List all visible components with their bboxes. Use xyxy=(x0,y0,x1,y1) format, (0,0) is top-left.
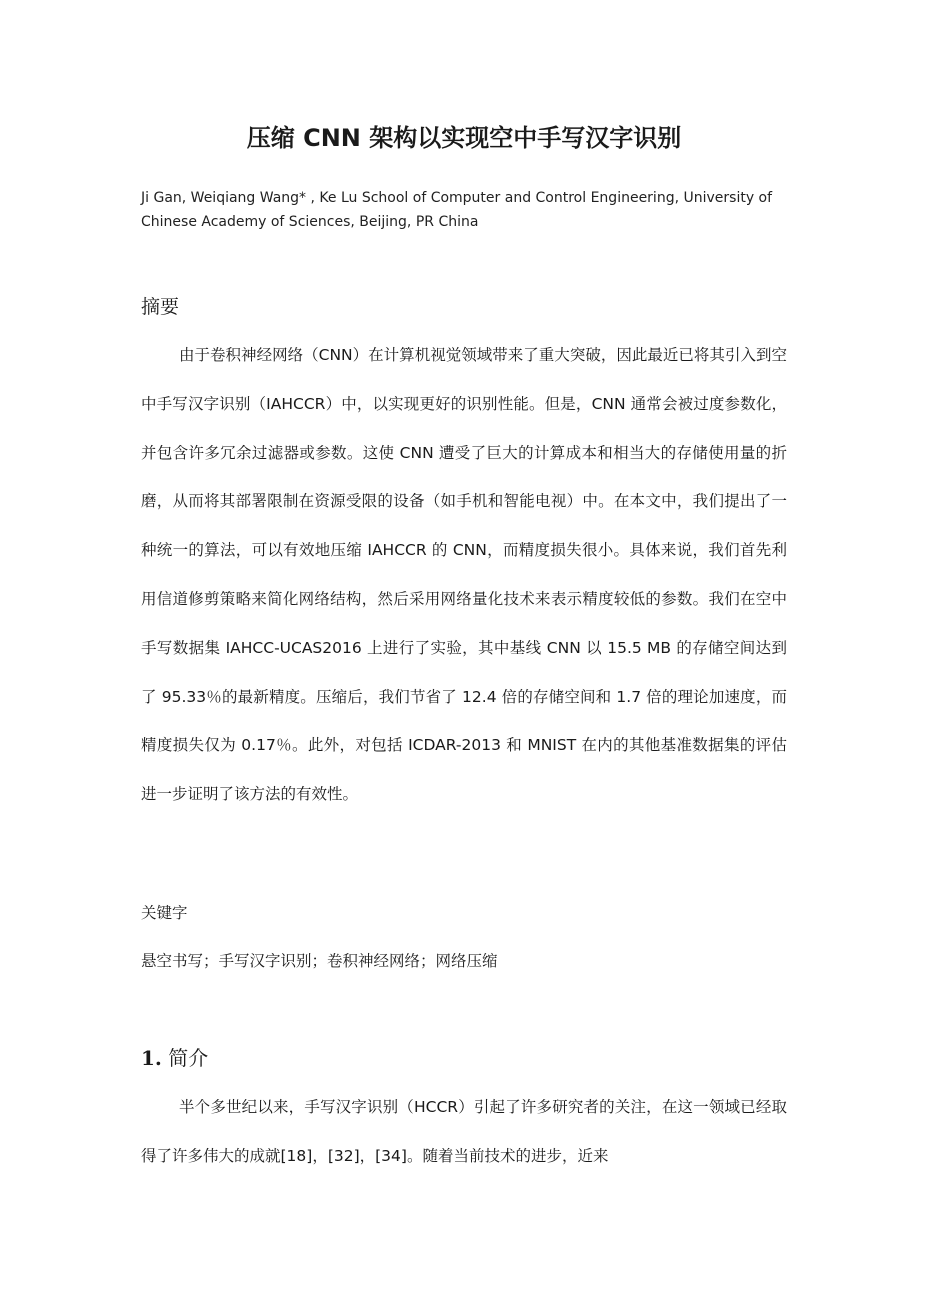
introduction-paragraph: 半个多世纪以来，手写汉字识别（HCCR）引起了许多研究者的关注，在这一领域已经取得了许多伟大的成就[18]，[32]，[34]。随着当前技术的进步，近来 xyxy=(141,1098,787,1165)
abstract-paragraph: 由于卷积神经网络（CNN）在计算机视觉领域带来了重大突破，因此最近已将其引入到空中手写汉字识别（IAHCCR）中，以实现更好的识别性能。但是，CNN 通常会被过度参数化，并包含许多冗余过滤器或参数。这使 CNN 遭受了巨大的计算成本和相当大的存储使用量的折磨，从而将其部署限制在资源受限的设备（如手机和智能电视）中。在本文中，我们提出了一种统一的算法，可以有效地压缩 IAHCCR 的 CNN，而精度损失很小。具体来说，我们首先利用信道修剪策略来简化网络结构，然后采用网络量化技术来表示精度较低的参数。我们在空中手写数据集 IAHCC-UCAS2016 上进行了实验，其中基线 CNN 以 15.5 MB 的存储空间达到了 95.33％的最新精度。压缩后，我们节省了 12.4 倍的存储空间和 1.7 倍的理论加速度，而精度损失仅为 0.17％。此外，对包括 ICDAR-2013 和 MNIST 在内的其他基准数据集的评估进一步证明了该方法的有效性。 xyxy=(141,346,787,804)
abstract-heading: 摘要 xyxy=(141,296,180,318)
paper-title: 压缩 CNN 架构以实现空中手写汉字识别 xyxy=(246,124,682,152)
keywords-label: 关键字 xyxy=(141,904,188,922)
author-affiliation: Ji Gan, Weiqiang Wang* , Ke Lu School of Computer and Control Engineering, University of Chinese Academy of Sciences, Beijing, PR China xyxy=(141,190,773,230)
keywords-list: 悬空书写；手写汉字识别；卷积神经网络；网络压缩 xyxy=(141,952,498,970)
section-title: 简介 xyxy=(168,1046,209,1070)
section-number: 1. xyxy=(141,1046,162,1070)
introduction-heading xyxy=(141,1043,208,1073)
